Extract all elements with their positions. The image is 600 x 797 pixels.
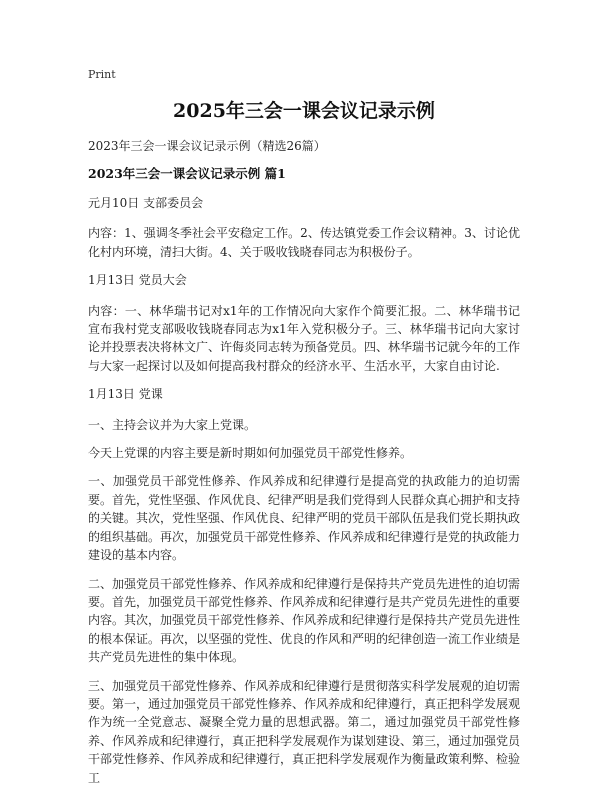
print-link[interactable]: Print <box>88 68 116 81</box>
paragraph-point-one: 一、加强党员干部党性修养、作风养成和纪律遵行是提高党的执政能力的迫切需要。首先，党性坚强、作风优良、纪律严明是我们党得到人民群众真心拥护和支持的关键。其次，党性坚强、作风优良、纪律严明的党员干部队伍是我们党长期执政的组织基础。再次，加强党员干部党性修养、作风养成和纪律遵行是党的执政能力建设的基本内容。 <box>88 474 521 563</box>
paragraph-point-three: 三、加强党员干部党性修养、作风养成和纪律遵行是贯彻落实科学发展观的迫切需要。第一，通过加强党员干部党性修养、作风养成和纪律遵行，真正把科学发展观作为统一全党意志、凝聚全党力量的思想武器。第二，通过加强党员干部党性修养、作风养成和纪律遵行，真正把科学发展观作为谋划建设、第三，通过加强党员干部党性修养、作风养成和纪律遵行，真正把科学发展观作为衡量政策利弊、检验工 <box>88 678 521 785</box>
meeting-date-assembly: 1月13日 党员大会 <box>88 273 187 288</box>
paragraph-assembly-content: 内容：一、林华瑞书记对x1年的工作情况向大家作个简要汇报。二、林华瑞书记宣布我村党支部吸收钱晓春同志为x1年入党积极分子。三、林华瑞书记向大家讨论并投票表决将林文广、许侮炎同志转为预备党员。四、林华瑞书记就今年的工作与大家一起探讨以及如何提高我村群众的经济水平、生活水平，大家自由讨论. <box>88 303 521 373</box>
paragraph-lecture-topic: 今天上党课的内容主要是新时期如何加强党员干部党性修养。 <box>88 446 413 461</box>
paragraph-point-two: 二、加强党员干部党性修养、作风养成和纪律遵行是保持共产党员先进性的迫切需要。首先，加强党员干部党性修养、作风养成和纪律遵行是共产党员先进性的重要内容。其次，加强党员干部党性修养、作风养成和纪律遵行是保持共产党员先进性的根本保证。再次，以坚强的党性、优良的作风和严明的纪律创造一流工作业绩是共产党员先进性的集中体现。 <box>88 576 521 665</box>
section-heading: 2023年三会一课会议记录示例 篇1 <box>88 166 286 181</box>
paragraph-lecture-intro: 一、主持会议并为大家上党课。 <box>88 417 257 432</box>
document-title: 2025年三会一课会议记录示例 <box>173 100 435 122</box>
document-subtitle: 2023年三会一课会议记录示例（精选26篇） <box>88 139 326 153</box>
paragraph-committee-content: 内容：1、强调冬季社会平安稳定工作。2、传达镇党委工作会议精神。3、讨论优化村内环境，清扫大街。4、关于吸收钱晓春同志为积极份子。 <box>88 226 520 259</box>
meeting-date-committee: 元月10日 支部委员会 <box>88 196 204 210</box>
meeting-date-lecture: 1月13日 党课 <box>88 387 163 402</box>
document-page <box>88 68 520 797</box>
